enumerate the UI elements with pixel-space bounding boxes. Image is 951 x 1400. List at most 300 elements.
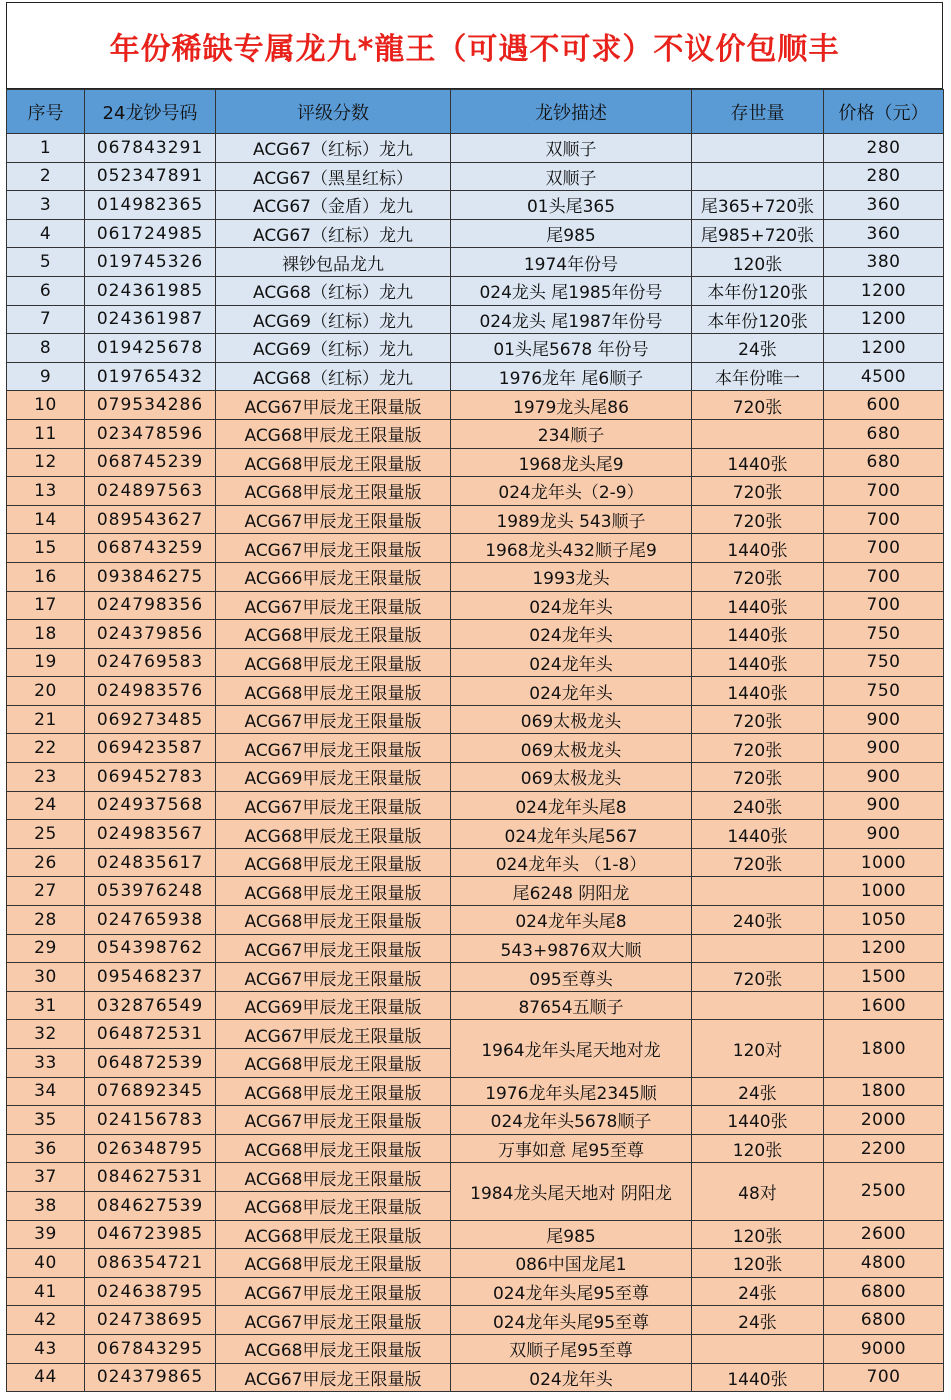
row-grade: ACG67甲辰龙王限量版 xyxy=(216,1277,451,1306)
row-serial: 089543627 xyxy=(85,505,216,534)
row-description: 069太极龙头 xyxy=(451,763,692,792)
row-quantity: 24张 xyxy=(692,334,824,363)
table-row xyxy=(7,1249,944,1278)
row-price: 1200 xyxy=(824,276,944,305)
table-row xyxy=(7,877,944,906)
row-serial: 024379865 xyxy=(85,1363,216,1392)
row-serial: 014982365 xyxy=(85,191,216,220)
row-description: 024龙年头（2-9） xyxy=(451,477,692,506)
row-serial: 024798356 xyxy=(85,591,216,620)
row-index: 14 xyxy=(7,505,85,534)
row-price: 4500 xyxy=(824,362,944,391)
row-quantity xyxy=(692,991,824,1020)
row-grade: ACG67甲辰龙王限量版 xyxy=(216,1363,451,1392)
row-grade: ACG67（金盾）龙九 xyxy=(216,191,451,220)
row-index: 8 xyxy=(7,334,85,363)
row-grade: ACG69（红标）龙九 xyxy=(216,334,451,363)
row-quantity: 1440张 xyxy=(692,591,824,620)
row-description: 1979龙头尾86 xyxy=(451,391,692,420)
row-index: 11 xyxy=(7,419,85,448)
row-index: 5 xyxy=(7,248,85,277)
row-grade: ACG67甲辰龙王限量版 xyxy=(216,1306,451,1335)
row-index: 6 xyxy=(7,276,85,305)
row-quantity: 1440张 xyxy=(692,534,824,563)
row-grade: ACG68甲辰龙王限量版 xyxy=(216,620,451,649)
row-quantity: 720张 xyxy=(692,391,824,420)
row-quantity: 720张 xyxy=(692,734,824,763)
header-quantity: 存世量 xyxy=(692,90,824,134)
row-description: 1974年份号 xyxy=(451,248,692,277)
table-body xyxy=(7,134,944,1392)
header-index: 序号 xyxy=(7,90,85,134)
table-row xyxy=(7,534,944,563)
row-price: 4800 xyxy=(824,1249,944,1278)
row-serial: 084627531 xyxy=(85,1163,216,1192)
row-description: 024龙年头尾95至尊 xyxy=(451,1306,692,1335)
row-index: 38 xyxy=(7,1191,85,1220)
table-row xyxy=(7,1306,944,1335)
row-price: 1200 xyxy=(824,934,944,963)
table-row xyxy=(7,1077,944,1106)
row-price: 6800 xyxy=(824,1306,944,1335)
row-serial: 095468237 xyxy=(85,963,216,992)
row-index: 15 xyxy=(7,534,85,563)
row-quantity xyxy=(692,934,824,963)
row-description: 尾6248 阴阳龙 xyxy=(451,877,692,906)
row-grade: ACG67（黑星红标） xyxy=(216,162,451,191)
row-quantity: 720张 xyxy=(692,705,824,734)
table-row xyxy=(7,677,944,706)
row-grade: ACG68甲辰龙王限量版 xyxy=(216,1134,451,1163)
row-index: 43 xyxy=(7,1334,85,1363)
row-grade: ACG69（红标）龙九 xyxy=(216,305,451,334)
row-serial: 068745239 xyxy=(85,448,216,477)
row-quantity xyxy=(692,419,824,448)
row-quantity: 120张 xyxy=(692,1220,824,1249)
table-row xyxy=(7,763,944,792)
row-index: 25 xyxy=(7,820,85,849)
row-grade: ACG68甲辰龙王限量版 xyxy=(216,648,451,677)
table-row xyxy=(7,562,944,591)
row-serial: 024937568 xyxy=(85,791,216,820)
row-description: 024龙头 尾1987年份号 xyxy=(451,305,692,334)
table-row xyxy=(7,505,944,534)
row-index: 4 xyxy=(7,219,85,248)
row-serial: 054398762 xyxy=(85,934,216,963)
row-quantity: 240张 xyxy=(692,906,824,935)
table-row xyxy=(7,906,944,935)
row-serial: 064872531 xyxy=(85,1020,216,1049)
row-quantity: 1440张 xyxy=(692,1363,824,1392)
row-serial: 069452783 xyxy=(85,763,216,792)
row-grade: ACG67（红标）龙九 xyxy=(216,134,451,163)
row-index: 37 xyxy=(7,1163,85,1192)
row-price: 680 xyxy=(824,419,944,448)
row-grade: ACG67甲辰龙王限量版 xyxy=(216,391,451,420)
row-quantity: 720张 xyxy=(692,562,824,591)
header-serial: 24龙钞号码 xyxy=(85,90,216,134)
row-grade: ACG68甲辰龙王限量版 xyxy=(216,1334,451,1363)
row-price: 750 xyxy=(824,648,944,677)
row-description: 双顺子尾95至尊 xyxy=(451,1334,692,1363)
row-serial: 076892345 xyxy=(85,1077,216,1106)
row-index: 2 xyxy=(7,162,85,191)
table-row xyxy=(7,1134,944,1163)
row-grade: 裸钞包品龙九 xyxy=(216,248,451,277)
row-serial: 024156783 xyxy=(85,1106,216,1135)
row-index: 26 xyxy=(7,848,85,877)
row-index: 31 xyxy=(7,991,85,1020)
row-index: 24 xyxy=(7,791,85,820)
row-grade: ACG67甲辰龙王限量版 xyxy=(216,791,451,820)
row-grade: ACG68甲辰龙王限量版 xyxy=(216,848,451,877)
row-description: 069太极龙头 xyxy=(451,734,692,763)
row-quantity: 120对 xyxy=(692,1020,824,1077)
row-grade: ACG67甲辰龙王限量版 xyxy=(216,734,451,763)
row-index: 20 xyxy=(7,677,85,706)
row-description: 1976龙年头尾2345顺 xyxy=(451,1077,692,1106)
row-price: 750 xyxy=(824,620,944,649)
row-price: 1050 xyxy=(824,906,944,935)
row-serial: 061724985 xyxy=(85,219,216,248)
row-serial: 023478596 xyxy=(85,419,216,448)
row-price: 900 xyxy=(824,763,944,792)
row-index: 16 xyxy=(7,562,85,591)
row-serial: 068743259 xyxy=(85,534,216,563)
row-index: 40 xyxy=(7,1249,85,1278)
table-row xyxy=(7,820,944,849)
row-grade: ACG68甲辰龙王限量版 xyxy=(216,906,451,935)
row-serial: 079534286 xyxy=(85,391,216,420)
table-row xyxy=(7,448,944,477)
row-quantity xyxy=(692,162,824,191)
row-quantity: 本年份120张 xyxy=(692,305,824,334)
table-row xyxy=(7,620,944,649)
row-description: 尾985 xyxy=(451,219,692,248)
row-price: 680 xyxy=(824,448,944,477)
row-index: 21 xyxy=(7,705,85,734)
row-index: 3 xyxy=(7,191,85,220)
row-serial: 024765938 xyxy=(85,906,216,935)
row-serial: 064872539 xyxy=(85,1049,216,1078)
row-description: 01头尾5678 年份号 xyxy=(451,334,692,363)
row-index: 1 xyxy=(7,134,85,163)
row-grade: ACG67甲辰龙王限量版 xyxy=(216,1020,451,1049)
row-index: 36 xyxy=(7,1134,85,1163)
row-description: 1964龙年头尾天地对龙 xyxy=(451,1020,692,1077)
row-quantity: 720张 xyxy=(692,505,824,534)
row-serial: 069423587 xyxy=(85,734,216,763)
row-serial: 026348795 xyxy=(85,1134,216,1163)
row-description: 024龙年头 xyxy=(451,677,692,706)
row-index: 42 xyxy=(7,1306,85,1335)
row-price: 1500 xyxy=(824,963,944,992)
row-description: 1968龙头尾9 xyxy=(451,448,692,477)
row-index: 35 xyxy=(7,1106,85,1135)
row-serial: 024738695 xyxy=(85,1306,216,1335)
row-price: 750 xyxy=(824,677,944,706)
row-price: 900 xyxy=(824,705,944,734)
table-row xyxy=(7,191,944,220)
row-grade: ACG67甲辰龙王限量版 xyxy=(216,591,451,620)
row-serial: 069273485 xyxy=(85,705,216,734)
row-serial: 067843295 xyxy=(85,1334,216,1363)
page-title: 年份稀缺专属龙九*龍王（可遇不可求）不议价包顺丰 xyxy=(6,2,943,89)
row-grade: ACG66甲辰龙王限量版 xyxy=(216,562,451,591)
row-price: 1200 xyxy=(824,334,944,363)
table-row xyxy=(7,705,944,734)
row-serial: 024983576 xyxy=(85,677,216,706)
row-price: 2500 xyxy=(824,1163,944,1220)
row-description: 1984龙头尾天地对 阴阳龙 xyxy=(451,1163,692,1220)
price-table xyxy=(6,89,944,1392)
row-quantity: 720张 xyxy=(692,848,824,877)
row-price: 700 xyxy=(824,562,944,591)
row-quantity: 尾985+720张 xyxy=(692,219,824,248)
row-grade: ACG68（红标）龙九 xyxy=(216,362,451,391)
row-index: 23 xyxy=(7,763,85,792)
row-description: 1976龙年 尾6顺子 xyxy=(451,362,692,391)
row-description: 543+9876双大顺 xyxy=(451,934,692,963)
row-grade: ACG69甲辰龙王限量版 xyxy=(216,991,451,1020)
row-grade: ACG68甲辰龙王限量版 xyxy=(216,477,451,506)
table-row xyxy=(7,648,944,677)
row-quantity: 720张 xyxy=(692,477,824,506)
row-price: 6800 xyxy=(824,1277,944,1306)
row-price: 700 xyxy=(824,534,944,563)
row-index: 22 xyxy=(7,734,85,763)
row-price: 360 xyxy=(824,191,944,220)
row-quantity xyxy=(692,134,824,163)
row-price: 1600 xyxy=(824,991,944,1020)
row-grade: ACG68甲辰龙王限量版 xyxy=(216,419,451,448)
table-row xyxy=(7,1106,944,1135)
row-description: 024龙年头 xyxy=(451,620,692,649)
row-price: 1200 xyxy=(824,305,944,334)
row-serial: 084627539 xyxy=(85,1191,216,1220)
table-row xyxy=(7,1277,944,1306)
row-index: 18 xyxy=(7,620,85,649)
table-row xyxy=(7,1334,944,1363)
row-index: 19 xyxy=(7,648,85,677)
row-price: 900 xyxy=(824,791,944,820)
row-index: 9 xyxy=(7,362,85,391)
row-grade: ACG68甲辰龙王限量版 xyxy=(216,677,451,706)
row-quantity: 24张 xyxy=(692,1077,824,1106)
row-index: 28 xyxy=(7,906,85,935)
row-serial: 019765432 xyxy=(85,362,216,391)
table-row xyxy=(7,963,944,992)
row-description: 024龙年头尾8 xyxy=(451,906,692,935)
row-price: 1000 xyxy=(824,877,944,906)
row-quantity: 120张 xyxy=(692,248,824,277)
row-quantity: 本年份120张 xyxy=(692,276,824,305)
row-serial: 067843291 xyxy=(85,134,216,163)
row-serial: 024361987 xyxy=(85,305,216,334)
table-row xyxy=(7,248,944,277)
table-row xyxy=(7,219,944,248)
row-serial: 019745326 xyxy=(85,248,216,277)
table-row xyxy=(7,1363,944,1392)
row-grade: ACG68甲辰龙王限量版 xyxy=(216,1249,451,1278)
row-quantity: 1440张 xyxy=(692,1106,824,1135)
table-row xyxy=(7,1163,944,1192)
row-quantity xyxy=(692,1334,824,1363)
row-serial: 024379856 xyxy=(85,620,216,649)
row-serial: 086354721 xyxy=(85,1249,216,1278)
table-row xyxy=(7,991,944,1020)
row-price: 900 xyxy=(824,734,944,763)
row-price: 360 xyxy=(824,219,944,248)
row-index: 34 xyxy=(7,1077,85,1106)
table-row xyxy=(7,848,944,877)
row-index: 10 xyxy=(7,391,85,420)
row-description: 双顺子 xyxy=(451,134,692,163)
row-quantity xyxy=(692,877,824,906)
row-index: 44 xyxy=(7,1363,85,1392)
row-price: 2600 xyxy=(824,1220,944,1249)
row-serial: 032876549 xyxy=(85,991,216,1020)
row-description: 086中国龙尾1 xyxy=(451,1249,692,1278)
row-price: 900 xyxy=(824,820,944,849)
row-serial: 019425678 xyxy=(85,334,216,363)
row-price: 700 xyxy=(824,477,944,506)
row-index: 27 xyxy=(7,877,85,906)
row-index: 32 xyxy=(7,1020,85,1049)
row-index: 30 xyxy=(7,963,85,992)
row-quantity: 120张 xyxy=(692,1249,824,1278)
row-price: 380 xyxy=(824,248,944,277)
row-serial: 024897563 xyxy=(85,477,216,506)
row-grade: ACG67甲辰龙王限量版 xyxy=(216,1106,451,1135)
row-serial: 024361985 xyxy=(85,276,216,305)
table-row xyxy=(7,791,944,820)
row-price: 700 xyxy=(824,1363,944,1392)
row-price: 2000 xyxy=(824,1106,944,1135)
row-index: 13 xyxy=(7,477,85,506)
row-description: 024龙年头尾8 xyxy=(451,791,692,820)
row-grade: ACG68甲辰龙王限量版 xyxy=(216,1077,451,1106)
row-grade: ACG69甲辰龙王限量版 xyxy=(216,763,451,792)
table-row xyxy=(7,334,944,363)
table-row xyxy=(7,591,944,620)
row-description: 1968龙头432顺子尾9 xyxy=(451,534,692,563)
row-quantity: 1440张 xyxy=(692,620,824,649)
row-quantity: 1440张 xyxy=(692,677,824,706)
table-row xyxy=(7,1220,944,1249)
row-quantity: 1440张 xyxy=(692,648,824,677)
table-row xyxy=(7,734,944,763)
row-index: 33 xyxy=(7,1049,85,1078)
row-description: 095至尊头 xyxy=(451,963,692,992)
row-price: 600 xyxy=(824,391,944,420)
header-description: 龙钞描述 xyxy=(451,90,692,134)
row-index: 12 xyxy=(7,448,85,477)
table-row xyxy=(7,362,944,391)
row-index: 29 xyxy=(7,934,85,963)
row-quantity: 本年份唯一 xyxy=(692,362,824,391)
row-quantity: 24张 xyxy=(692,1306,824,1335)
row-price: 1800 xyxy=(824,1020,944,1077)
row-description: 87654五顺子 xyxy=(451,991,692,1020)
row-price: 280 xyxy=(824,134,944,163)
row-grade: ACG67甲辰龙王限量版 xyxy=(216,505,451,534)
row-description: 尾985 xyxy=(451,1220,692,1249)
row-price: 1000 xyxy=(824,848,944,877)
row-serial: 024638795 xyxy=(85,1277,216,1306)
table-row xyxy=(7,276,944,305)
row-grade: ACG68（红标）龙九 xyxy=(216,276,451,305)
row-grade: ACG67甲辰龙王限量版 xyxy=(216,963,451,992)
row-price: 9000 xyxy=(824,1334,944,1363)
row-grade: ACG68甲辰龙王限量版 xyxy=(216,1220,451,1249)
row-grade: ACG68甲辰龙王限量版 xyxy=(216,820,451,849)
row-description: 01头尾365 xyxy=(451,191,692,220)
table-row xyxy=(7,477,944,506)
row-grade: ACG68甲辰龙王限量版 xyxy=(216,448,451,477)
table-row xyxy=(7,162,944,191)
table-row xyxy=(7,134,944,163)
row-description: 万事如意 尾95至尊 xyxy=(451,1134,692,1163)
row-serial: 024983567 xyxy=(85,820,216,849)
row-grade: ACG68甲辰龙王限量版 xyxy=(216,1191,451,1220)
row-quantity: 120张 xyxy=(692,1134,824,1163)
row-description: 024龙年头尾567 xyxy=(451,820,692,849)
row-description: 234顺子 xyxy=(451,419,692,448)
row-grade: ACG68甲辰龙王限量版 xyxy=(216,1049,451,1078)
row-serial: 052347891 xyxy=(85,162,216,191)
row-quantity: 48对 xyxy=(692,1163,824,1220)
row-quantity: 尾365+720张 xyxy=(692,191,824,220)
table-header-row xyxy=(7,90,944,134)
row-serial: 046723985 xyxy=(85,1220,216,1249)
row-serial: 024835617 xyxy=(85,848,216,877)
row-description: 双顺子 xyxy=(451,162,692,191)
row-grade: ACG67甲辰龙王限量版 xyxy=(216,705,451,734)
row-description: 1993龙头 xyxy=(451,562,692,591)
row-description: 024龙头 尾1985年份号 xyxy=(451,276,692,305)
row-description: 069太极龙头 xyxy=(451,705,692,734)
row-index: 41 xyxy=(7,1277,85,1306)
row-quantity: 720张 xyxy=(692,763,824,792)
row-description: 024龙年头尾95至尊 xyxy=(451,1277,692,1306)
row-price: 700 xyxy=(824,505,944,534)
table-row xyxy=(7,391,944,420)
row-serial: 093846275 xyxy=(85,562,216,591)
row-description: 1989龙头 543顺子 xyxy=(451,505,692,534)
row-quantity: 1440张 xyxy=(692,448,824,477)
row-price: 280 xyxy=(824,162,944,191)
row-description: 024龙年头5678顺子 xyxy=(451,1106,692,1135)
row-description: 024龙年头 xyxy=(451,648,692,677)
row-index: 17 xyxy=(7,591,85,620)
row-price: 2200 xyxy=(824,1134,944,1163)
row-grade: ACG67甲辰龙王限量版 xyxy=(216,934,451,963)
row-price: 1800 xyxy=(824,1077,944,1106)
row-description: 024龙年头 xyxy=(451,1363,692,1392)
row-index: 7 xyxy=(7,305,85,334)
row-quantity: 24张 xyxy=(692,1277,824,1306)
row-grade: ACG68甲辰龙王限量版 xyxy=(216,877,451,906)
table-row xyxy=(7,305,944,334)
header-price: 价格（元） xyxy=(824,90,944,134)
row-grade: ACG68甲辰龙王限量版 xyxy=(216,1163,451,1192)
table-row xyxy=(7,419,944,448)
row-price: 700 xyxy=(824,591,944,620)
row-serial: 053976248 xyxy=(85,877,216,906)
row-grade: ACG67（红标）龙九 xyxy=(216,219,451,248)
row-index: 39 xyxy=(7,1220,85,1249)
